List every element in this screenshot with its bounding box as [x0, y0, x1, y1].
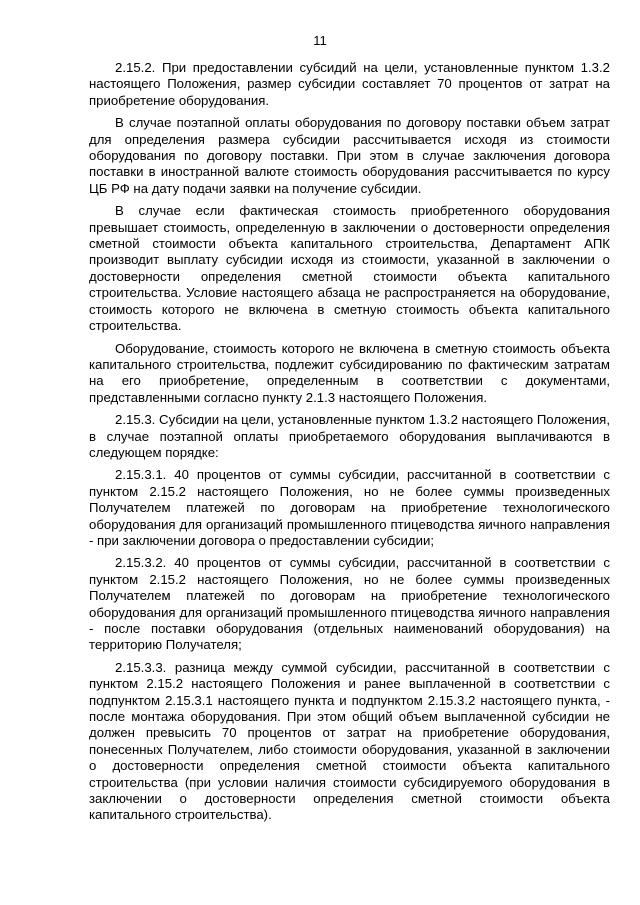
page-number: 11 [313, 33, 327, 48]
paragraph-2-15-3-1: 2.15.3.1. 40 процентов от суммы субсидии, рассчитанной в соответствии с пунктом 2.15.2 настоящего Положения, но не более суммы произведенных Получателем платежей по договорам на приобретение технологического оборудования для организаций промышленного птицеводства яичного направления - при заключении договора о предоставлении субсидии; [89, 467, 610, 548]
document-body [89, 60, 610, 830]
paragraph-2-15-3-3: 2.15.3.3. разница между суммой субсидии, рассчитанной в соответствии с пунктом 2.15.2 настоящего Положения и ранее выплаченной в соответствии с подпунктом 2.15.3.1 настоящего пункта и подпунктом 2.15.3.2 настоящего пункта, - после монтажа оборудования. При этом общий объем выплаченной субсидии не должен превысить 70 процентов от затрат на приобретение оборудования, понесенных Получателем, либо стоимости оборудования, указанной в заключении о достоверности определения сметной стоимости объекта капитального строительства (при условии наличия стоимости субсидируемого оборудования в заключении о достоверности определения сметной стоимости объекта капитального строительства). [89, 659, 610, 823]
paragraph-staged-payment: В случае поэтапной оплаты оборудования по договору поставки объем затрат для определения размера субсидии рассчитывается исходя из стоимости оборудования по договору поставки. При этом в случае заключения договора поставки в иностранной валюте стоимость оборудования рассчитывается по курсу ЦБ РФ на дату подачи заявки на получение субсидии. [89, 115, 610, 196]
paragraph-2-15-3: 2.15.3. Субсидии на цели, установленные пунктом 1.3.2 настоящего Положения, в случае поэтапной оплаты приобретаемого оборудования выплачиваются в следующем порядке: [89, 412, 610, 460]
paragraph-equipment-not-in-estimate: Оборудование, стоимость которого не включена в сметную стоимость объекта капитального строительства, подлежит субсидированию по фактическим затратам на его приобретение, определенным в соответствии с документами, представленными согласно пункту 2.1.3 настоящего Положения. [89, 340, 610, 405]
paragraph-2-15-2: 2.15.2. При предоставлении субсидий на цели, установленные пунктом 1.3.2 настоящего Положения, размер субсидии составляет 70 процентов от затрат на приобретение оборудования. [89, 60, 610, 108]
paragraph-actual-cost-exceeds: В случае если фактическая стоимость приобретенного оборудования превышает стоимость, определенную в заключении о достоверности определения сметной стоимости объекта капитального строительства, Департамент АПК производит выплату субсидии исходя из стоимости, указанной в заключении о достоверности определения сметной стоимости объекта капитального строительства. Условие настоящего абзаца не распространяется на оборудование, стоимость которого не включена в сметную стоимость объекта капитального строительства. [89, 203, 610, 334]
paragraph-2-15-3-2: 2.15.3.2. 40 процентов от суммы субсидии, рассчитанной в соответствии с пунктом 2.15.2 настоящего Положения, но не более суммы произведенных Получателем платежей по договорам на приобретение технологического оборудования для организаций промышленного птицеводства яичного направления - после поставки оборудования (отдельных наименований оборудования) на территорию Получателя; [89, 555, 610, 653]
